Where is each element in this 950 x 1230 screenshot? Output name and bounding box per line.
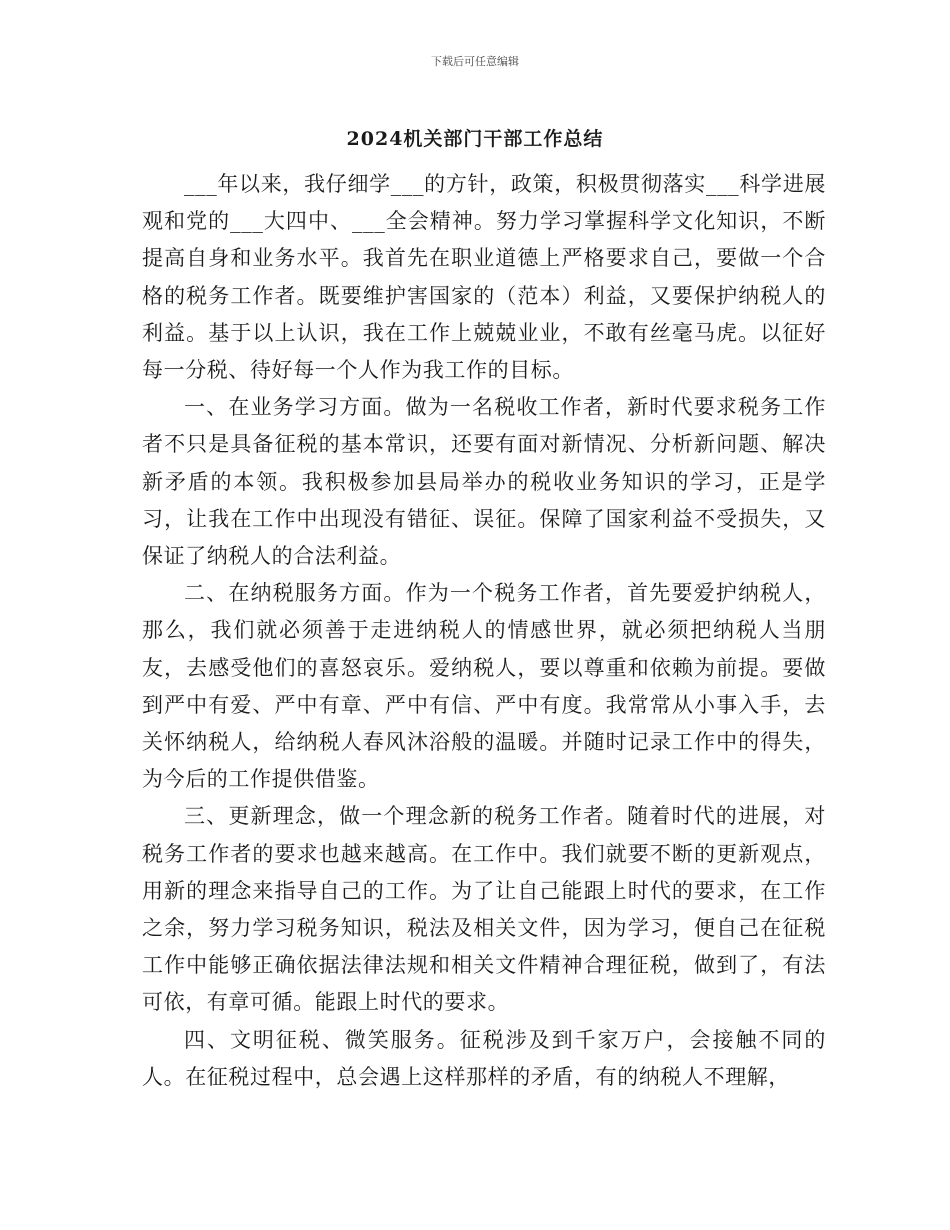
paragraph-business-study: 一、在业务学习方面。做为一名税收工作者，新时代要求税务工作者不只是具备征税的基本常识，还要有面对新情况、分析新问题、解决新矛盾的本领。我积极参加县局举办的税收业务知识的学习，正是学习，让我在工作中出现没有错征、误征。保障了国家利益不受损失，又保证了纳税人的合法利益。 [142,395,826,569]
document-body [142,166,826,1096]
paragraph-new-concepts: 三、更新理念，做一个理念新的税务工作者。随着时代的进展，对税务工作者的要求也越来越高。在工作中。我们就要不断的更新观点，用新的理念来指导自己的工作。为了让自己能跟上时代的要求，在工作之余，努力学习税务知识，税法及相关文件，因为学习，便自己在征税工作中能够正确依据法律法规和相关文件精神合理征税，做到了，有法可依，有章可循。能跟上时代的要求。 [142,804,826,1015]
paragraph-civilized-taxation: 四、文明征税、微笑服务。征税涉及到千家万户，会接触不同的人。在征税过程中，总会遇上这样那样的矛盾，有的纳税人不理解， [142,1027,826,1089]
page-header-note: 下载后可任意编辑 [431,55,519,68]
document-title: 2024机关部门干部工作总结 [346,128,604,150]
paragraph-intro: ___年以来，我仔细学___的方针，政策，积极贯彻落实___科学进展观和党的___大四中、___全会精神。努力学习掌握科学文化知识，不断提高自身和业务水平。我首先在职业道德上严格要求自己，要做一个合格的税务工作者。既要维护害国家的（范本）利益，又要保护纳税人的利益。基于以上认识，我在工作上兢兢业业，不敢有丝毫马虎。以征好每一分税、待好每一个人作为我工作的目标。 [142,172,826,383]
paragraph-tax-service: 二、在纳税服务方面。作为一个税务工作者，首先要爱护纳税人，那么，我们就必须善于走进纳税人的情感世界，就必须把纳税人当朋友，去感受他们的喜怒哀乐。爱纳税人，要以尊重和依赖为前提。要做到严中有爱、严中有章、严中有信、严中有度。我常常从小事入手，去关怀纳税人，给纳税人春风沐浴般的温暖。并随时记录工作中的得失，为今后的工作提供借鉴。 [142,581,826,792]
